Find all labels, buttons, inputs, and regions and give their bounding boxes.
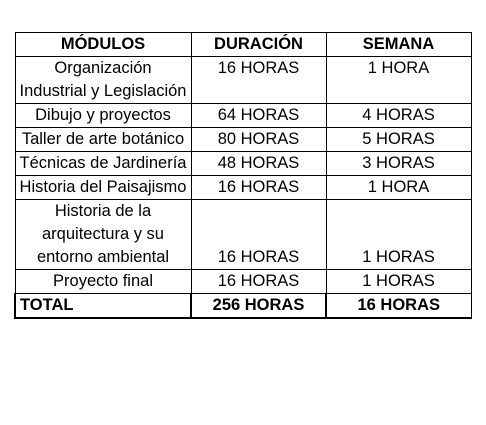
header-duration: DURACIÓN: [191, 33, 326, 57]
table-row: [15, 200, 471, 270]
duration-cell: 16 HORAS: [191, 176, 326, 200]
table-row: [15, 128, 471, 152]
duration-cell: 80 HORAS: [191, 128, 326, 152]
module-cell: Técnicas de Jardinería: [15, 152, 191, 176]
module-cell: Organización Industrial y Legislación: [15, 57, 191, 104]
total-row: [15, 294, 471, 319]
duration-cell: 16 HORAS: [191, 57, 326, 104]
header-modules: MÓDULOS: [15, 33, 191, 57]
module-cell: Proyecto final: [15, 270, 191, 294]
modules-table: [14, 32, 472, 319]
module-cell: Historia de la arquitectura y su entorno ambiental: [15, 200, 191, 270]
week-cell: 1 HORA: [326, 176, 471, 200]
duration-cell: 64 HORAS: [191, 104, 326, 128]
module-cell: Dibujo y proyectos: [15, 104, 191, 128]
module-cell: Historia del Paisajismo: [15, 176, 191, 200]
table-row: [15, 57, 471, 104]
duration-cell: 16 HORAS: [191, 270, 326, 294]
duration-cell: 48 HORAS: [191, 152, 326, 176]
duration-cell: 16 HORAS: [191, 200, 326, 270]
week-cell: 5 HORAS: [326, 128, 471, 152]
total-duration: 256 HORAS: [191, 294, 326, 319]
week-cell: 4 HORAS: [326, 104, 471, 128]
header-week: SEMANA: [326, 33, 471, 57]
week-cell: 1 HORA: [326, 57, 471, 104]
week-cell: 3 HORAS: [326, 152, 471, 176]
module-cell: Taller de arte botánico: [15, 128, 191, 152]
week-cell: 1 HORAS: [326, 270, 471, 294]
table-row: [15, 270, 471, 294]
total-label: TOTAL: [15, 294, 191, 319]
table-row: [15, 104, 471, 128]
total-week: 16 HORAS: [326, 294, 471, 319]
header-row: [15, 33, 471, 57]
table-row: [15, 176, 471, 200]
table-row: [15, 152, 471, 176]
week-cell: 1 HORAS: [326, 200, 471, 270]
